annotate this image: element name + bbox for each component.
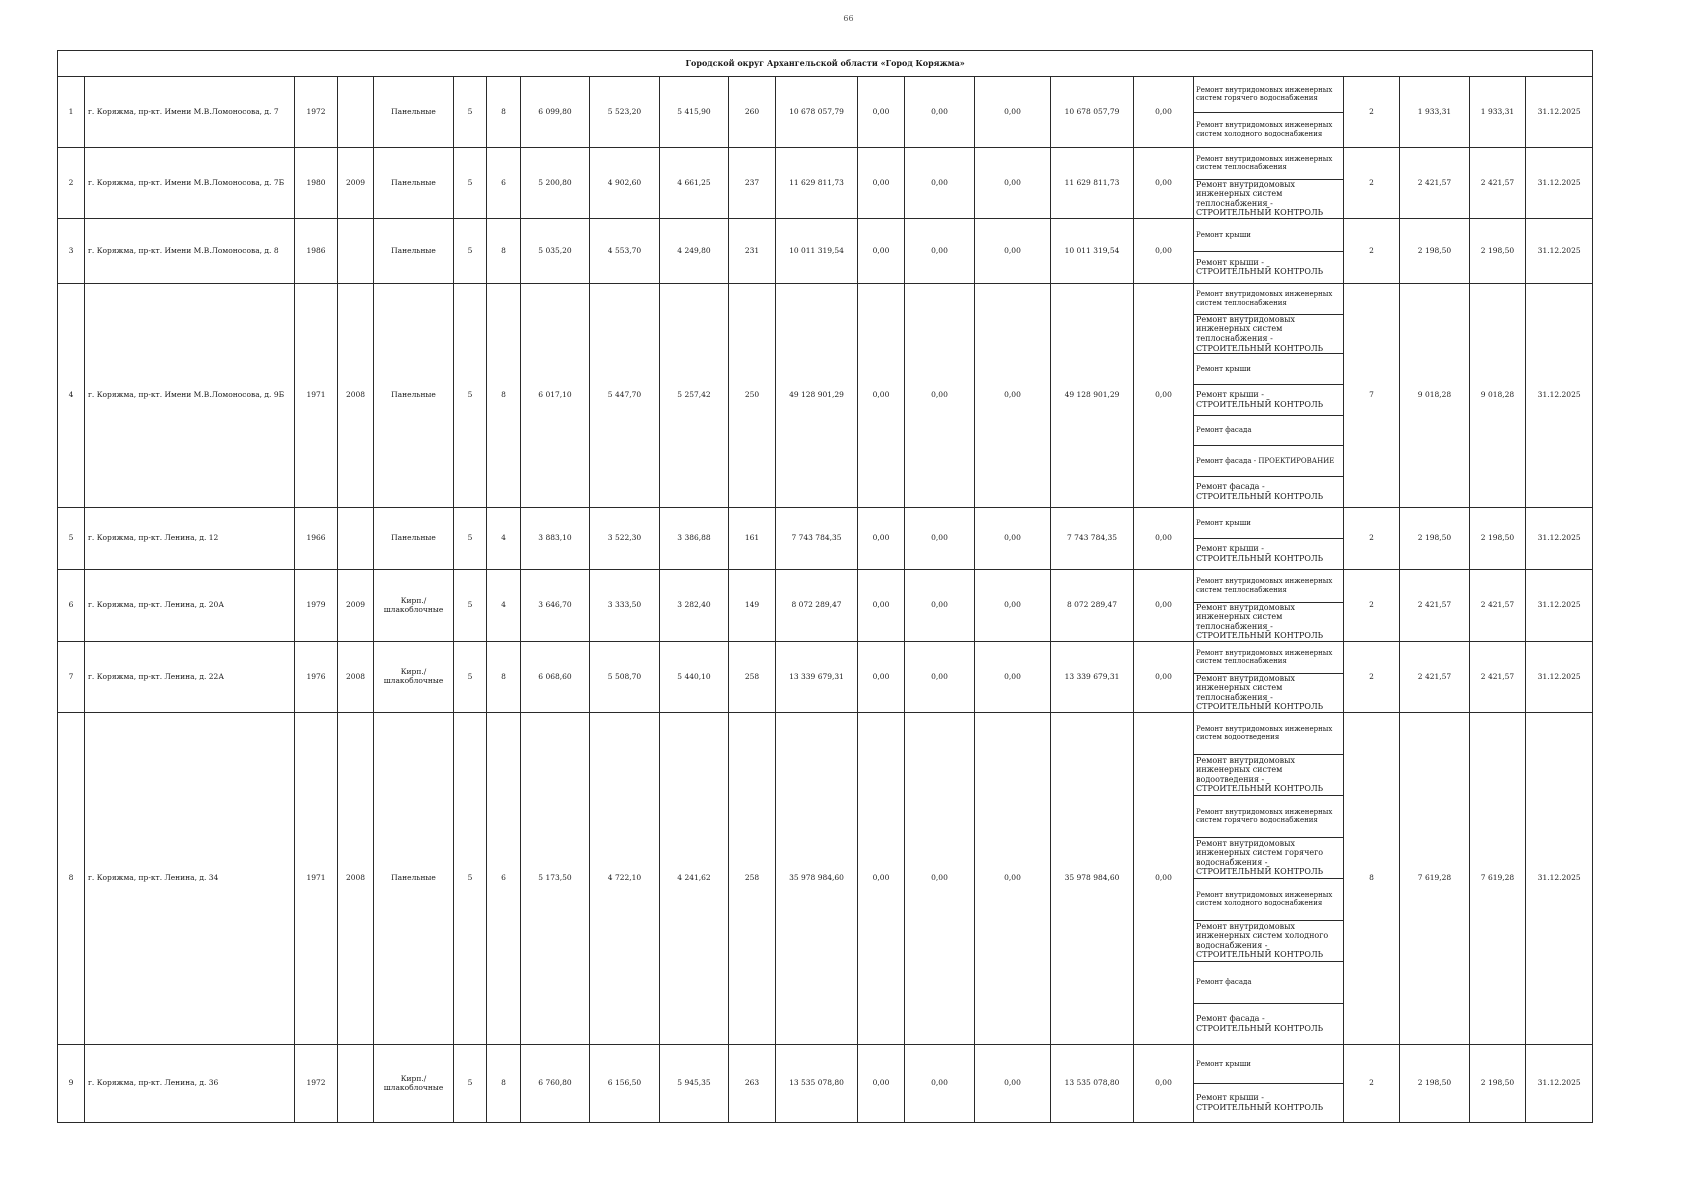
fund-other-cell: 0,00 [1134,284,1194,508]
floors-cell: 5 [454,219,487,284]
floors-cell: 5 [454,284,487,508]
work-item: Ремонт внутридомовых инженерных систем теплоснабжения - СТРОИТЕЛЬНЫЙ КОНТРОЛЬ [1194,315,1343,354]
fund-fss-cell: 0,00 [858,642,905,713]
year-overhaul-cell: 2008 [338,284,374,508]
fund-region-cell: 0,00 [905,284,975,508]
work-item: Ремонт крыши - СТРОИТЕЛЬНЫЙ КОНТРОЛЬ [1196,257,1324,277]
fund-region-cell: 0,00 [905,77,975,148]
works-list-cell [1194,219,1344,284]
table-row [58,642,1593,713]
area-premises-cell: 5 447,70 [590,284,660,508]
deadline-cell: 31.12.2025 [1526,284,1593,508]
address-cell: г. Коряжма, пр-кт. Имени М.В.Ломоносова, д. 9Б [85,284,295,508]
deadline-cell: 31.12.2025 [1526,642,1593,713]
entrances-cell: 6 [487,713,521,1045]
fund-owners-cell: 13 339 679,31 [1051,642,1134,713]
fund-owners-cell: 8 072 289,47 [1051,570,1134,642]
works-count-cell: 2 [1344,148,1400,219]
work-item: Ремонт внутридомовых инженерных систем холодного водоснабжения - СТРОИТЕЛЬНЫЙ КОНТРОЛЬ [1194,921,1343,963]
fund-fss-cell: 0,00 [858,508,905,570]
table-row [58,219,1593,284]
wall-material-cell: Панельные [374,219,454,284]
residents-cell: 250 [729,284,776,508]
fund-local-cell: 0,00 [975,77,1051,148]
deadline-cell: 31.12.2025 [1526,77,1593,148]
area-total-cell: 5 200,80 [521,148,590,219]
fund-region-cell: 0,00 [905,508,975,570]
deadline-cell: 31.12.2025 [1526,570,1593,642]
works-count-cell: 8 [1344,713,1400,1045]
works-list [1194,713,1343,1044]
work-item: Ремонт внутридомовых инженерных систем горячего водоснабжения [1194,77,1343,113]
limit-cost-cell: 2 198,50 [1470,219,1526,284]
fund-local-cell: 0,00 [975,1045,1051,1123]
cost-total-cell: 49 128 901,29 [776,284,858,508]
entrances-cell: 8 [487,642,521,713]
area-premises-cell: 3 522,30 [590,508,660,570]
works-list [1194,570,1343,641]
fund-other-cell: 0,00 [1134,148,1194,219]
area-residential-cell: 5 945,35 [660,1045,729,1123]
work-item: Ремонт крыши [1194,219,1343,252]
cost-total-cell: 11 629 811,73 [776,148,858,219]
work-item: Ремонт внутридомовых инженерных систем холодного водоснабжения [1196,121,1333,138]
entrances-cell: 6 [487,148,521,219]
works-list [1194,642,1343,712]
unit-cost-cell: 1 933,31 [1400,77,1470,148]
works-count-cell: 2 [1344,508,1400,570]
work-item: Ремонт крыши - СТРОИТЕЛЬНЫЙ КОНТРОЛЬ [1194,385,1343,416]
fund-owners-cell: 10 678 057,79 [1051,77,1134,148]
work-item: Ремонт внутридомовых инженерных систем теплоснабжения [1194,570,1343,603]
unit-cost-cell: 9 018,28 [1400,284,1470,508]
limit-cost-cell: 2 198,50 [1470,1045,1526,1123]
limit-cost-cell: 9 018,28 [1470,284,1526,508]
page-number: 66 [843,14,854,23]
year-built-cell: 1986 [295,219,338,284]
works-list-cell [1194,148,1344,219]
fund-fss-cell: 0,00 [858,219,905,284]
fund-owners-cell: 11 629 811,73 [1051,148,1134,219]
address-cell: г. Коряжма, пр-кт. Имени М.В.Ломоносова, д. 8 [85,219,295,284]
work-item: Ремонт внутридомовых инженерных систем теплоснабжения - СТРОИТЕЛЬНЫЙ КОНТРОЛЬ [1196,602,1324,641]
area-total-cell: 3 883,10 [521,508,590,570]
floors-cell: 5 [454,1045,487,1123]
area-premises-cell: 4 902,60 [590,148,660,219]
table-row [58,77,1593,148]
area-total-cell: 6 760,80 [521,1045,590,1123]
works-list [1194,508,1343,569]
row-number: 2 [58,148,85,219]
floors-cell: 5 [454,570,487,642]
fund-region-cell: 0,00 [905,713,975,1045]
fund-local-cell: 0,00 [975,642,1051,713]
fund-other-cell: 0,00 [1134,77,1194,148]
year-built-cell: 1972 [295,77,338,148]
area-premises-cell: 6 156,50 [590,1045,660,1123]
deadline-cell: 31.12.2025 [1526,148,1593,219]
works-list [1194,77,1343,147]
residents-cell: 149 [729,570,776,642]
work-item: Ремонт внутридомовых инженерных систем холодного водоснабжения [1194,879,1343,921]
area-premises-cell: 4 722,10 [590,713,660,1045]
fund-local-cell: 0,00 [975,284,1051,508]
cost-total-cell: 35 978 984,60 [776,713,858,1045]
floors-cell: 5 [454,508,487,570]
floors-cell: 5 [454,642,487,713]
row-number: 3 [58,219,85,284]
residents-cell: 161 [729,508,776,570]
area-premises-cell: 5 508,70 [590,642,660,713]
registry-table [57,50,1593,1123]
work-item: Ремонт крыши [1194,354,1343,385]
fund-region-cell: 0,00 [905,219,975,284]
year-overhaul-cell: 2008 [338,642,374,713]
row-number: 5 [58,508,85,570]
works-list-cell [1194,642,1344,713]
fund-other-cell: 0,00 [1134,713,1194,1045]
area-total-cell: 6 017,10 [521,284,590,508]
works-list-cell [1194,77,1344,148]
area-premises-cell: 4 553,70 [590,219,660,284]
work-item: Ремонт внутридомовых инженерных систем водоотведения - СТРОИТЕЛЬНЫЙ КОНТРОЛЬ [1194,755,1343,797]
residents-cell: 258 [729,713,776,1045]
entrances-cell: 4 [487,570,521,642]
year-overhaul-cell [338,508,374,570]
row-number: 6 [58,570,85,642]
year-built-cell: 1966 [295,508,338,570]
unit-cost-cell: 2 421,57 [1400,148,1470,219]
year-overhaul-cell [338,77,374,148]
floors-cell: 5 [454,77,487,148]
fund-local-cell: 0,00 [975,148,1051,219]
fund-local-cell: 0,00 [975,713,1051,1045]
table-row [58,1045,1593,1123]
residents-cell: 263 [729,1045,776,1123]
row-number: 1 [58,77,85,148]
area-total-cell: 5 035,20 [521,219,590,284]
cost-total-cell: 10 678 057,79 [776,77,858,148]
floors-cell: 5 [454,713,487,1045]
works-list-cell [1194,713,1344,1045]
year-overhaul-cell: 2009 [338,148,374,219]
row-number: 8 [58,713,85,1045]
fund-fss-cell: 0,00 [858,77,905,148]
works-count-cell: 2 [1344,570,1400,642]
address-cell: г. Коряжма, пр-кт. Ленина, д. 20А [85,570,295,642]
area-residential-cell: 4 241,62 [660,713,729,1045]
row-number: 7 [58,642,85,713]
area-total-cell: 6 068,60 [521,642,590,713]
area-residential-cell: 5 440,10 [660,642,729,713]
address-cell: г. Коряжма, пр-кт. Имени М.В.Ломоносова, д. 7 [85,77,295,148]
area-residential-cell: 5 257,42 [660,284,729,508]
limit-cost-cell: 2 421,57 [1470,570,1526,642]
registry-sheet [57,50,1592,1123]
table-row [58,713,1593,1045]
limit-cost-cell: 1 933,31 [1470,77,1526,148]
wall-material-cell: Кирп./шлакоблочные [374,570,454,642]
address-cell: г. Коряжма, пр-кт. Ленина, д. 36 [85,1045,295,1123]
table-row [58,508,1593,570]
limit-cost-cell: 7 619,28 [1470,713,1526,1045]
works-list-cell [1194,284,1344,508]
year-built-cell: 1980 [295,148,338,219]
year-built-cell: 1972 [295,1045,338,1123]
works-list [1194,1045,1343,1122]
limit-cost-cell: 2 421,57 [1470,148,1526,219]
work-item: Ремонт внутридомовых инженерных систем теплоснабжения [1194,642,1343,674]
fund-owners-cell: 7 743 784,35 [1051,508,1134,570]
table-row [58,570,1593,642]
entrances-cell: 8 [487,284,521,508]
deadline-cell: 31.12.2025 [1526,1045,1593,1123]
fund-owners-cell: 13 535 078,80 [1051,1045,1134,1123]
cost-total-cell: 10 011 319,54 [776,219,858,284]
work-item: Ремонт крыши - СТРОИТЕЛЬНЫЙ КОНТРОЛЬ [1196,1093,1324,1112]
entrances-cell: 8 [487,219,521,284]
year-overhaul-cell: 2009 [338,570,374,642]
wall-material-cell: Панельные [374,284,454,508]
work-item: Ремонт внутридомовых инженерных систем теплоснабжения [1194,148,1343,180]
fund-region-cell: 0,00 [905,148,975,219]
region-title: Городской округ Архангельской области «Город Коряжма» [58,51,1593,77]
works-count-cell: 2 [1344,219,1400,284]
address-cell: г. Коряжма, пр-кт. Ленина, д. 22А [85,642,295,713]
cost-total-cell: 13 535 078,80 [776,1045,858,1123]
works-list-cell [1194,508,1344,570]
wall-material-cell: Панельные [374,508,454,570]
residents-cell: 237 [729,148,776,219]
table-row [58,148,1593,219]
unit-cost-cell: 2 198,50 [1400,1045,1470,1123]
fund-fss-cell: 0,00 [858,284,905,508]
works-list-cell [1194,1045,1344,1123]
year-built-cell: 1971 [295,713,338,1045]
entrances-cell: 4 [487,508,521,570]
area-residential-cell: 5 415,90 [660,77,729,148]
works-list [1194,219,1343,283]
residents-cell: 231 [729,219,776,284]
fund-other-cell: 0,00 [1134,570,1194,642]
work-item: Ремонт фасада - СТРОИТЕЛЬНЫЙ КОНТРОЛЬ [1196,1014,1324,1033]
entrances-cell: 8 [487,77,521,148]
works-count-cell: 7 [1344,284,1400,508]
residents-cell: 260 [729,77,776,148]
wall-material-cell: Панельные [374,713,454,1045]
fund-local-cell: 0,00 [975,219,1051,284]
limit-cost-cell: 2 198,50 [1470,508,1526,570]
work-item: Ремонт крыши - СТРОИТЕЛЬНЫЙ КОНТРОЛЬ [1196,544,1324,563]
table-row [58,284,1593,508]
floors-cell: 5 [454,148,487,219]
fund-fss-cell: 0,00 [858,1045,905,1123]
fund-other-cell: 0,00 [1134,642,1194,713]
area-total-cell: 6 099,80 [521,77,590,148]
region-header-row [58,51,1593,77]
work-item: Ремонт фасада [1194,962,1343,1004]
fund-owners-cell: 10 011 319,54 [1051,219,1134,284]
fund-owners-cell: 35 978 984,60 [1051,713,1134,1045]
fund-local-cell: 0,00 [975,570,1051,642]
works-count-cell: 2 [1344,1045,1400,1123]
address-cell: г. Коряжма, пр-кт. Имени М.В.Ломоносова, д. 7Б [85,148,295,219]
area-residential-cell: 3 386,88 [660,508,729,570]
wall-material-cell: Панельные [374,148,454,219]
works-list [1194,148,1343,218]
work-item: Ремонт крыши [1194,508,1343,539]
works-list [1194,284,1343,507]
fund-region-cell: 0,00 [905,1045,975,1123]
unit-cost-cell: 2 421,57 [1400,570,1470,642]
wall-material-cell: Кирп./шлакоблочные [374,642,454,713]
fund-owners-cell: 49 128 901,29 [1051,284,1134,508]
work-item: Ремонт фасада [1194,416,1343,447]
residents-cell: 258 [729,642,776,713]
address-cell: г. Коряжма, пр-кт. Ленина, д. 12 [85,508,295,570]
works-list-cell [1194,570,1344,642]
address-cell: г. Коряжма, пр-кт. Ленина, д. 34 [85,713,295,1045]
work-item: Ремонт внутридомовых инженерных систем водоотведения [1194,713,1343,755]
work-item: Ремонт внутридомовых инженерных систем горячего водоснабжения [1194,796,1343,838]
work-item: Ремонт внутридомовых инженерных систем теплоснабжения - СТРОИТЕЛЬНЫЙ КОНТРОЛЬ [1196,179,1324,218]
area-residential-cell: 4 249,80 [660,219,729,284]
cost-total-cell: 7 743 784,35 [776,508,858,570]
works-count-cell: 2 [1344,642,1400,713]
area-premises-cell: 3 333,50 [590,570,660,642]
work-item: Ремонт фасада - ПРОЕКТИРОВАНИЕ [1194,446,1343,477]
work-item: Ремонт фасада - СТРОИТЕЛЬНЫЙ КОНТРОЛЬ [1196,482,1324,502]
fund-other-cell: 0,00 [1134,1045,1194,1123]
fund-region-cell: 0,00 [905,642,975,713]
fund-fss-cell: 0,00 [858,570,905,642]
work-item: Ремонт внутридомовых инженерных систем горячего водоснабжения - СТРОИТЕЛЬНЫЙ КОНТРОЛЬ [1194,838,1343,880]
area-premises-cell: 5 523,20 [590,77,660,148]
area-total-cell: 5 173,50 [521,713,590,1045]
unit-cost-cell: 2 198,50 [1400,508,1470,570]
unit-cost-cell: 7 619,28 [1400,713,1470,1045]
wall-material-cell: Кирп./шлакоблочные [374,1045,454,1123]
year-overhaul-cell: 2008 [338,713,374,1045]
deadline-cell: 31.12.2025 [1526,219,1593,284]
fund-fss-cell: 0,00 [858,713,905,1045]
unit-cost-cell: 2 198,50 [1400,219,1470,284]
area-residential-cell: 4 661,25 [660,148,729,219]
deadline-cell: 31.12.2025 [1526,508,1593,570]
entrances-cell: 8 [487,1045,521,1123]
cost-total-cell: 8 072 289,47 [776,570,858,642]
fund-other-cell: 0,00 [1134,508,1194,570]
fund-region-cell: 0,00 [905,570,975,642]
work-item: Ремонт внутридомовых инженерных систем теплоснабжения [1194,284,1343,315]
limit-cost-cell: 2 421,57 [1470,642,1526,713]
area-residential-cell: 3 282,40 [660,570,729,642]
deadline-cell: 31.12.2025 [1526,713,1593,1045]
fund-local-cell: 0,00 [975,508,1051,570]
works-count-cell: 2 [1344,77,1400,148]
row-number: 4 [58,284,85,508]
year-built-cell: 1971 [295,284,338,508]
work-item: Ремонт внутридомовых инженерных систем теплоснабжения - СТРОИТЕЛЬНЫЙ КОНТРОЛЬ [1196,673,1324,712]
year-built-cell: 1976 [295,642,338,713]
fund-other-cell: 0,00 [1134,219,1194,284]
work-item: Ремонт крыши [1194,1045,1343,1084]
area-total-cell: 3 646,70 [521,570,590,642]
unit-cost-cell: 2 421,57 [1400,642,1470,713]
fund-fss-cell: 0,00 [858,148,905,219]
row-number: 9 [58,1045,85,1123]
wall-material-cell: Панельные [374,77,454,148]
year-built-cell: 1979 [295,570,338,642]
cost-total-cell: 13 339 679,31 [776,642,858,713]
year-overhaul-cell [338,219,374,284]
year-overhaul-cell [338,1045,374,1123]
